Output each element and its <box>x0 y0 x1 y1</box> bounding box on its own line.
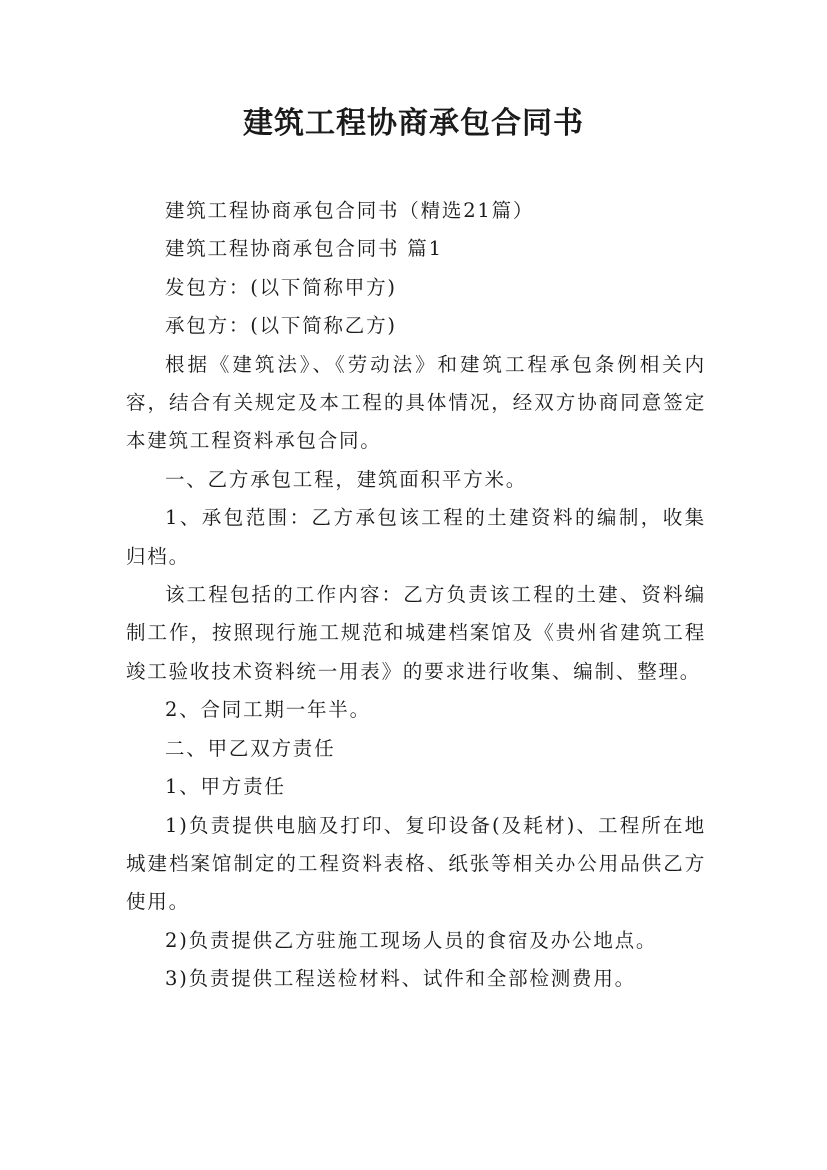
document-body <box>126 192 706 999</box>
paragraph-section-heading: 建筑工程协商承包合同书 篇1 <box>165 237 443 261</box>
paragraph-scope: 1、承包范围：乙方承包该工程的土建资料的编制，收集归档。 <box>126 506 706 568</box>
document-title: 建筑工程协商承包合同书 <box>243 106 584 141</box>
paragraph-party-a-item-3: 3)负责提供工程送检材料、试件和全部检测费用。 <box>165 967 636 991</box>
paragraph-party-a-heading: 1、甲方责任 <box>165 775 286 799</box>
paragraph-clause-1: 一、乙方承包工程，建筑面积平方米。 <box>165 467 528 491</box>
paragraph-party-a-item-2: 2)负责提供乙方驻施工现场人员的食宿及办公地点。 <box>165 928 658 952</box>
paragraph-basis: 根据《建筑法》、《劳动法》和建筑工程承包条例相关内容，结合有关规定及本工程的具体情况，经双方协商同意签定本建筑工程资料承包合同。 <box>126 352 706 453</box>
paragraph-clause-2: 二、甲乙双方责任 <box>165 736 336 760</box>
paragraph-contractor: 承包方：(以下简称乙方) <box>165 314 397 338</box>
paragraph-duration: 2、合同工期一年半。 <box>165 698 371 722</box>
paragraph-employer: 发包方：(以下简称甲方) <box>165 275 397 299</box>
paragraph-subtitle: 建筑工程协商承包合同书（精选21篇） <box>165 199 535 222</box>
paragraph-party-a-item-1: 1)负责提供电脑及打印、复印设备(及耗材)、工程所在地城建档案馆制定的工程资料表格、纸张等相关办公用品供乙方使用。 <box>126 813 706 914</box>
paragraph-work-content: 该工程包括的工作内容：乙方负责该工程的土建、资料编制工作，按照现行施工规范和城建档案馆及《贵州省建筑工程竣工验收技术资料统一用表》的要求进行收集、编制、整理。 <box>126 583 706 683</box>
